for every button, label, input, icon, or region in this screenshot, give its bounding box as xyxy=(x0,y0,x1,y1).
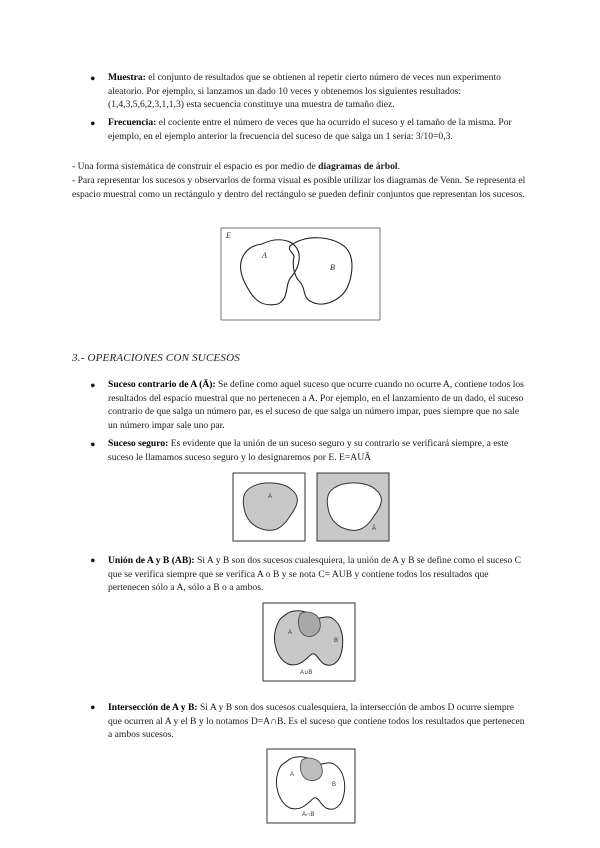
union-venn-diagram xyxy=(262,602,356,682)
union-definition xyxy=(108,554,528,595)
venn-diagram-a-b xyxy=(220,226,382,322)
frecuencia-text: el cociente entre el número de veces que ha ocurrido el suceso y el tamaño de la misma. Por ejemplo, en el ejemplo anterior la frecuencia del suceso de que salga un 1 sería: 3/10=0,3. xyxy=(108,117,512,142)
tree-diagram-note xyxy=(72,160,532,174)
bullet-dot: • xyxy=(90,71,96,88)
bullet-dot: • xyxy=(90,700,96,717)
intersection-definition xyxy=(108,701,528,742)
label-a: A xyxy=(290,772,295,778)
label-b: B xyxy=(330,263,335,272)
tree-note-end: . xyxy=(397,161,400,172)
label-e: E xyxy=(226,231,231,240)
label-a: A xyxy=(262,251,267,260)
venn-diagram-note: - Para representar los sucesos y observarlos de forma visual es posible utilizar los diagramas de Venn. Se representa el espacio muestral como un rectángulo y dentro del rectángulo se pueden definir conjuntos que representan los sucesos. xyxy=(72,175,526,200)
label-a: A xyxy=(288,630,293,636)
suceso-contrario-term: Suceso contrario de A (Ā): xyxy=(108,379,216,390)
frecuencia-definition xyxy=(108,116,528,143)
sample-space-rect xyxy=(221,228,380,320)
label-a: A xyxy=(268,494,273,500)
overlap-region xyxy=(298,612,320,636)
bullet-dot: • xyxy=(90,116,96,133)
intersection-text: Si A y B son dos sucesos cualesquiera, la intersección de ambos D ocurre siempre que ocurren al A y el B y lo notamos D=A∩B. Es el suceso que contiene todos los resultados que pertenecen a ambos sucesos. xyxy=(108,702,525,741)
bullet-dot: • xyxy=(90,553,96,570)
intersection-venn-diagram xyxy=(266,748,356,824)
bullet-dot: • xyxy=(90,437,96,454)
suceso-seguro-definition xyxy=(108,437,528,464)
tree-note-text: - Una forma sistemática de construir el espacio es por medio de xyxy=(72,161,319,172)
union-text: Si A y B son dos sucesos cualesquiera, la unión de A y B se define como el suceso C que se verifica siempre que se verifica A o B y se nota C= AUB y contiene todos los resultados que pertenecen sólo a A, sólo a B o a ambos. xyxy=(108,555,522,594)
label-b: B xyxy=(332,782,337,788)
suceso-seguro-text: Es evidente que la unión de un suceso seguro y su contrario se verificará siempre, a este suceso le llamamos suceso seguro y lo designaremos por E. E=AUĀ xyxy=(108,438,509,463)
frecuencia-term: Frecuencia: xyxy=(108,117,157,128)
label-b: B xyxy=(334,638,339,644)
suceso-seguro-term: Suceso seguro: xyxy=(108,438,169,449)
union-caption: A∪B xyxy=(300,670,313,676)
suceso-contrario-definition xyxy=(108,378,528,432)
tree-note-bold: diagramas de árbol xyxy=(318,161,398,172)
muestra-definition xyxy=(108,71,528,112)
section-heading: 3.- OPERACIONES CON SUCESOS xyxy=(72,352,240,364)
muestra-text: el conjunto de resultados que se obtienen al repetir cierto número de veces nun experimento aleatorio. Por ejemplo, si lanzamos un dado 10 veces y obtenemos los siguientes resultados: (1,4,3,5,6,2,3,1,1,3) esta secuencia constituye una muestra de tamaño diez. xyxy=(108,72,501,111)
suceso-contrario-text: Se define como aquel suceso que ocurre cuando no ocurre A, contiene todos los resultados del espacio muestral que no pertenecen a A. Por ejemplo, en el lanzamiento de un dado, el suceso contrario de que salga un número par, es el suceso de que salga un número impar, pues siempre que no sale un número impar sale uno par. xyxy=(108,379,524,431)
union-term: Unión de A y B (AB): xyxy=(108,555,195,566)
intersection-caption: A∩B xyxy=(302,812,315,818)
muestra-term: Muestra: xyxy=(108,72,146,83)
label-a-bar: Ā xyxy=(372,526,377,532)
bullet-dot: • xyxy=(90,378,96,395)
intersection-term: Intersección de A y B: xyxy=(108,702,198,713)
set-a-diagram xyxy=(232,472,306,542)
complement-diagram xyxy=(316,472,390,542)
